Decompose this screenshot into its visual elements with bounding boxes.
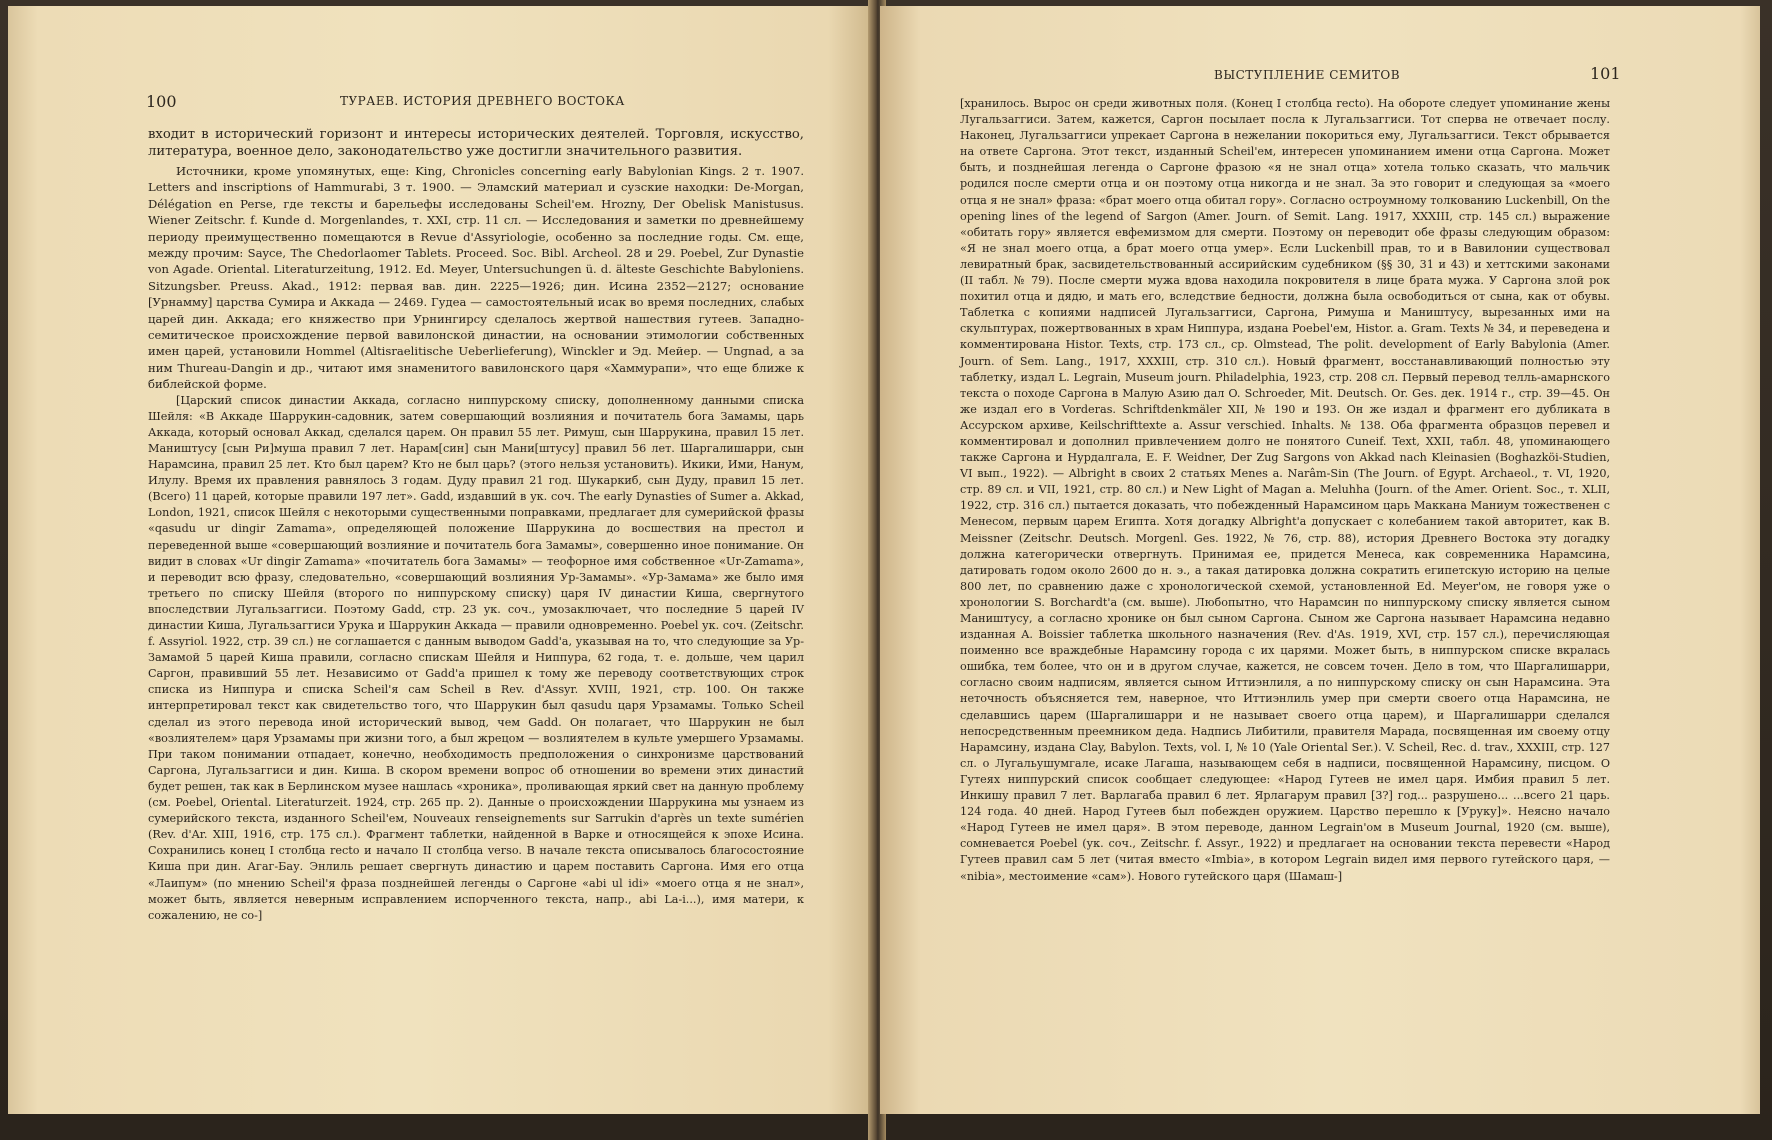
right-page-number: 101 xyxy=(1590,64,1621,83)
right-text-block xyxy=(960,96,1610,885)
right-page xyxy=(880,6,1760,1114)
left-page-number: 100 xyxy=(146,92,177,111)
editor-note-paragraph: [Царский список династии Аккада, согласно ниппурскому списку, дополненному данными списка Шейля: «В Аккаде Шаррукин-садовник, затем совершающий возлияния и почитатель бога Замамы, царь Аккада, который основал Аккад, сделался царем. Он правил 55 лет. Римуш, сын Шаррукина, правил 15 лет. Маништусу [сын Ри]муша правил 7 лет. Нарам[син] сын Мани[штусу] правил 56 лет. Шаргалишарри, сын Нарамсина, правил 25 лет. Кто был царем? Кто не был царь? (этого нельзя установить). Икики, Ими, Нанум, Илулу. Время их правления равнялось 3 годам. Дуду правил 21 год. Шукаркиб, сын Дуду, правил 15 лет. (Всего) 11 царей, которые правили 197 лет». Gadd, издавший в ук. соч. The early Dynasties of Sumer a. Akkad, London, 1921, список Шейля с некоторыми существенными поправками, предлагает для сумерийской фразы «qasudu ur dingir Zamama», определяющей положение Шаррукина до восшествия на престол и переведенной выше «совершающий возлияние и почитатель бога Замамы», совершенно иное понимание. Он видит в словах «Ur dingir Zamama» «почитатель бога Замамы» — теофорное имя собственное «Ur-Zamama», и переводит всю фразу, следовательно, «совершающий возлияния Ур-Замамы». «Ур-Замама» же было имя третьего по списку Шейля (второго по ниппурскому списку) царя IV династии Киша, свергнутого впоследствии Лугальзаггиси. Поэтому Gadd, стр. 23 ук. соч., умозаключает, что последние 5 царей IV династии Киша, Лугальзаггиси Урука и Шаррукин Аккада — правили одновременно. Poebel ук. соч. (Zeitschr. f. Assyriol. 1922, стр. 39 сл.) не соглашается с данным выводом Gadd'а, указывая на то, что следующие за Ур-Замамой 5 царей Киша правили, согласно спискам Шейля и Ниппура, 62 года, т. е. дольше, чем царил Саргон, правивший 55 лет. Независимо от Gadd'а пришел к тому же переводу соответствующих строк списка из Ниппура и списка Scheil'я сам Scheil в Rev. d'Assyr. XVIII, 1921, стр. 100. Он также интерпретировал текст как свидетельство того, что Шаррукин был qasudu царя Урзамамы. Только Scheil сделал из этого перевода иной исторический вывод, чем Gadd. Он полагает, что Шаррукин не был «возлиятелем» царя Урзамамы при жизни того, а был жрецом — возлиятелем в культе умершего Урзамамы. При таком понимании отпадает, конечно, необходимость предположения о синхронизме царствований Саргона, Лугальзаггиси и дин. Киша. В скором времени вопрос об отношении во времени этих династий будет решен, так как в Берлинском музее нашлась «хроника», проливающая яркий свет на данную проблему (см. Poebel, Oriental. Literaturzeit. 1924, стр. 265 пр. 2). Данные о происхождении Шаррукина мы узнаем из сумерийского текста, изданного Scheil'ем, Nouveaux renseignements sur Sarrukin d'après un texte sumérien (Rev. d'Ar. XIII, 1916, стр. 175 сл.). Фрагмент таблетки, найденной в Варке и относящейся к эпохе Исина. Сохранились конец I столбца recto и начало II столбца verso. В начале текста описывалось благосостояние Киша при дин. Агаг-Бау. Энлиль решает свергнуть династию и царем поставить Саргона. Имя его отца «Лаипум» (по мнению Scheil'я фраза позднейшей легенды о Саргоне «abi ul idi» «моего отца я не знал», может быть, является неверным исправлением испорченного текста, напр., abi La-i...), имя матери, к сожалению, не со-] xyxy=(148,393,804,922)
right-body-paragraph: [хранилось. Вырос он среди животных поля. (Конец I столбца recto). На обороте следует упоминание жены Лугальзаггиси. Затем, кажется, Саргон посылает посла к Лугальзаггиси. Тот сперва не отвечает послу. Наконец, Лугальзаггиси упрекает Саргона в нежелании покориться ему, Лугальзаггиси. Текст обрывается на ответе Саргона. Этот текст, изданный Scheil'ем, интересен упоминанием имени отца Саргона. Может быть, и позднейшая легенда о Саргоне фразою «я не знал отца» хотела только сказать, что мальчик родился после смерти отца и он поэтому отца никогда и не знал. За это говорит и следующая за «моего отца я не знал» фраза: «брат моего отца обитал гору». Согласно остроумному толкованию Luckenbill, On the opening lines of the legend of Sargon (Amer. Journ. of Semit. Lang. 1917, XXXIII, стр. 145 сл.) выражение «обитать гору» является евфемизмом для смерти. Поэтому он переводит обе фразы следующим образом: «Я не знал моего отца, а брат моего отца умер». Если Luckenbill прав, то и в Вавилонии существовал левиратный брак, засвидетельствованный ассирийским судебником (§§ 30, 31 и 43) и хеттскими законами (II табл. № 79). После смерти мужа вдова находила покровителя в лице брата мужа. У Саргона злой рок похитил отца и дядю, и мать его, вследствие бедности, должна была освободиться от сына, как от обувы. Таблетка с копиями надписей Лугальзаггиси, Саргона, Римуша и Маништусу, вырезанных ими на скульптурах, пожертвованных в храм Ниппура, издана Poebel'ем, Histor. a. Gram. Texts № 34, и переведена и комментирована Histor. Texts, стр. 173 сл., ср. Olmstead, The polit. development of Early Babylonia (Amer. Journ. of Sem. Lang., 1917, XXXIII, стр. 310 сл.). Новый фрагмент, восстанавливающий полностью эту таблетку, издал L. Legrain, Museum journ. Philadelphia, 1923, стр. 208 сл. Первый перевод телль-амарнского текста о походе Саргона в Малую Азию дал O. Schroeder, Mit. Deutsch. Or. Ges. дек. 1914 г., стр. 39—45. Он же издал его в Vorderas. Schriftdenkmäler XII, № 190 и 193. Он же издал и фрагмент его дубликата в Ассурском архиве, Keilschrifttexte a. Assur verschied. Inhalts. № 138. Оба фрагмента образцов перевел и комментировал и дополнил привлечением долго не понятого Cuneif. Text, XXII, табл. 48, упоминающего также Саргона и Нурдалгала, E. F. Weidner, Der Zug Sargons von Akkad nach Kleinasien (Boghazköi-Studien, VI вып., 1922). — Albright в своих 2 статьях Menes a. Narâm-Sin (The Journ. of Egypt. Archaeol., т. VI, 1920, стр. 89 сл. и VII, 1921, стр. 80 сл.) и New Light of Magan a. Meluhha (Journ. of the Amer. Orient. Soc., т. XLII, 1922, стр. 316 сл.) пытается доказать, что побежденный Нарамсином царь Маккана Маниум тожественен с Менесом, первым царем Египта. Хотя догадку Albright'а допускает с колебанием такой авторитет, как B. Meissner (Zeitschr. Deutsch. Morgenl. Ges. 1922, № 76, стр. 88), история Древнего Востока эту догадку должна категорически отвергнуть. Принимая ее, придется Менеса, как современника Нарамсина, датировать годом около 2600 до н. э., а такая датировка должна сократить египетскую историю на целые 800 лет, по сравнению даже с хронологической схемой, установленной Ed. Meyer'ом, не говоря уже о хронологии S. Borchardt'а (см. выше). Любопытно, что Нарамсин по ниппурскому списку является сыном Маништусу, а согласно хронике он был сыном Саргона. Сыном же Саргона называет Нарамсина недавно изданная A. Boissier таблетка школьного назначения (Rev. d'As. 1919, XVI, стр. 157 сл.), перечисляющая поименно все враждебные Нарамсину города с их царями. Может быть, в ниппурском списке вкралась ошибка, тем более, что он и в другом случае, кажется, не совсем точен. Дело в том, что Шаргалишарри, согласно своим надписям, является сыном Иттиэнлиля, а по ниппурскому списку он сын Нарамсина. Эта неточность объясняется тем, наверное, что Иттиэнлиль умер при смерти своего отца Нарамсина, не сделавшись царем (Шаргалишарри и не называет своего отца царем), и Шаргалишарри сделался непосредственным преемником деда. Надпись Либитили, правителя Марада, посвященная им своему отцу Нарамсину, издана Clay, Babylon. Texts, vol. I, № 10 (Yale Oriental Ser.). V. Scheil, Rec. d. trav., XXXIII, стр. 127 сл. о Лугальушумгале, исаке Лагаша, называющем себя в надписи, посвященной Нарамсину, писцом. О Гутеях ниппурский список сообщает следующее: «Народ Гутеев не имел царя. Имбия правил 5 лет. Инкишу правил 7 лет. Варлагаба правил 6 лет. Ярлагарум правил [3?] год... разрушено... ...всего 21 царь. 124 года. 40 дней. Народ Гутеев был побежден оружием. Царство перешло к [Уруку]». Неясно начало «Народ Гутеев не имел царя». В этом переводе, данном Legrain'ом в Museum Journal, 1920 (см. выше), сомневается Poebel (ук. соч., Zeitschr. f. Assyr., 1922) и предлагает на основании текста перевести «Народ Гутеев правил сам 5 лет (читая вместо «Imbia», в котором Legrain видел имя первого гутейского царя, — «nibia», местоимение «сам»). Нового гутейского царя (Шамаш-] xyxy=(960,97,1610,883)
sources-paragraph: Источники, кроме упомянутых, еще: King, Chronicles concerning early Babylonian Kings. 2 т. 1907. Letters and inscriptions of Hammurabi, 3 т. 1900. — Эламский материал и сузские находки: De-Morgan, Délégation en Perse, где тексты и барельефы исследованы Scheil'ем. Hrozny, Der Obelisk Manistusus. Wiener Zeitschr. f. Kunde d. Morgenlandes, т. XXI, стр. 11 сл. — Исследования и заметки по древнейшему периоду преимущественно помещаются в Revue d'Assyriologie, особенно за последние годы. См. еще, между прочим: Sayce, The Chedorlaomer Tablets. Proceed. Soc. Bibl. Archeol. 28 и 29. Poebel, Zur Dynastie von Agade. Oriental. Literaturzeitung, 1912. Ed. Meyer, Untersuchungen ü. d. älteste Geschichte Babyloniens. Sitzungsber. Preuss. Akad., 1912: первая вав. дин. 2225—1926; дин. Исина 2352—2127; основание [Урнамму] царства Сумира и Аккада — 2469. Гудеа — самостоятельный исак во время последних, слабых царей дин. Аккада; его княжество при Урнингирсу сделалось жертвой нашествия гутеев. Западно-семитическое происхождение первой вавилонской династии, на основании этимологии собственных имен царей, установили Hommel (Altisraelitische Ueberlieferung), Winckler и Эд. Мейер. — Ungnad, а за ним Thureau-Dangin и др., читают имя знаменитого вавилонского царя «Хаммурапи», что еще ближе к библейской форме. xyxy=(148,164,804,392)
left-running-header: ТУРАЕВ. ИСТОРИЯ ДРЕВНЕГО ВОСТОКА xyxy=(340,94,625,108)
intro-paragraph: входит в исторический горизонт и интересы исторических деятелей. Торговля, искусство, литература, военное дело, законодательство уже достигли значительного развития. xyxy=(148,127,804,159)
right-running-header: ВЫСТУПЛЕНИЕ СЕМИТОВ xyxy=(1214,68,1401,82)
left-page xyxy=(8,6,874,1114)
left-text-block xyxy=(148,126,804,924)
